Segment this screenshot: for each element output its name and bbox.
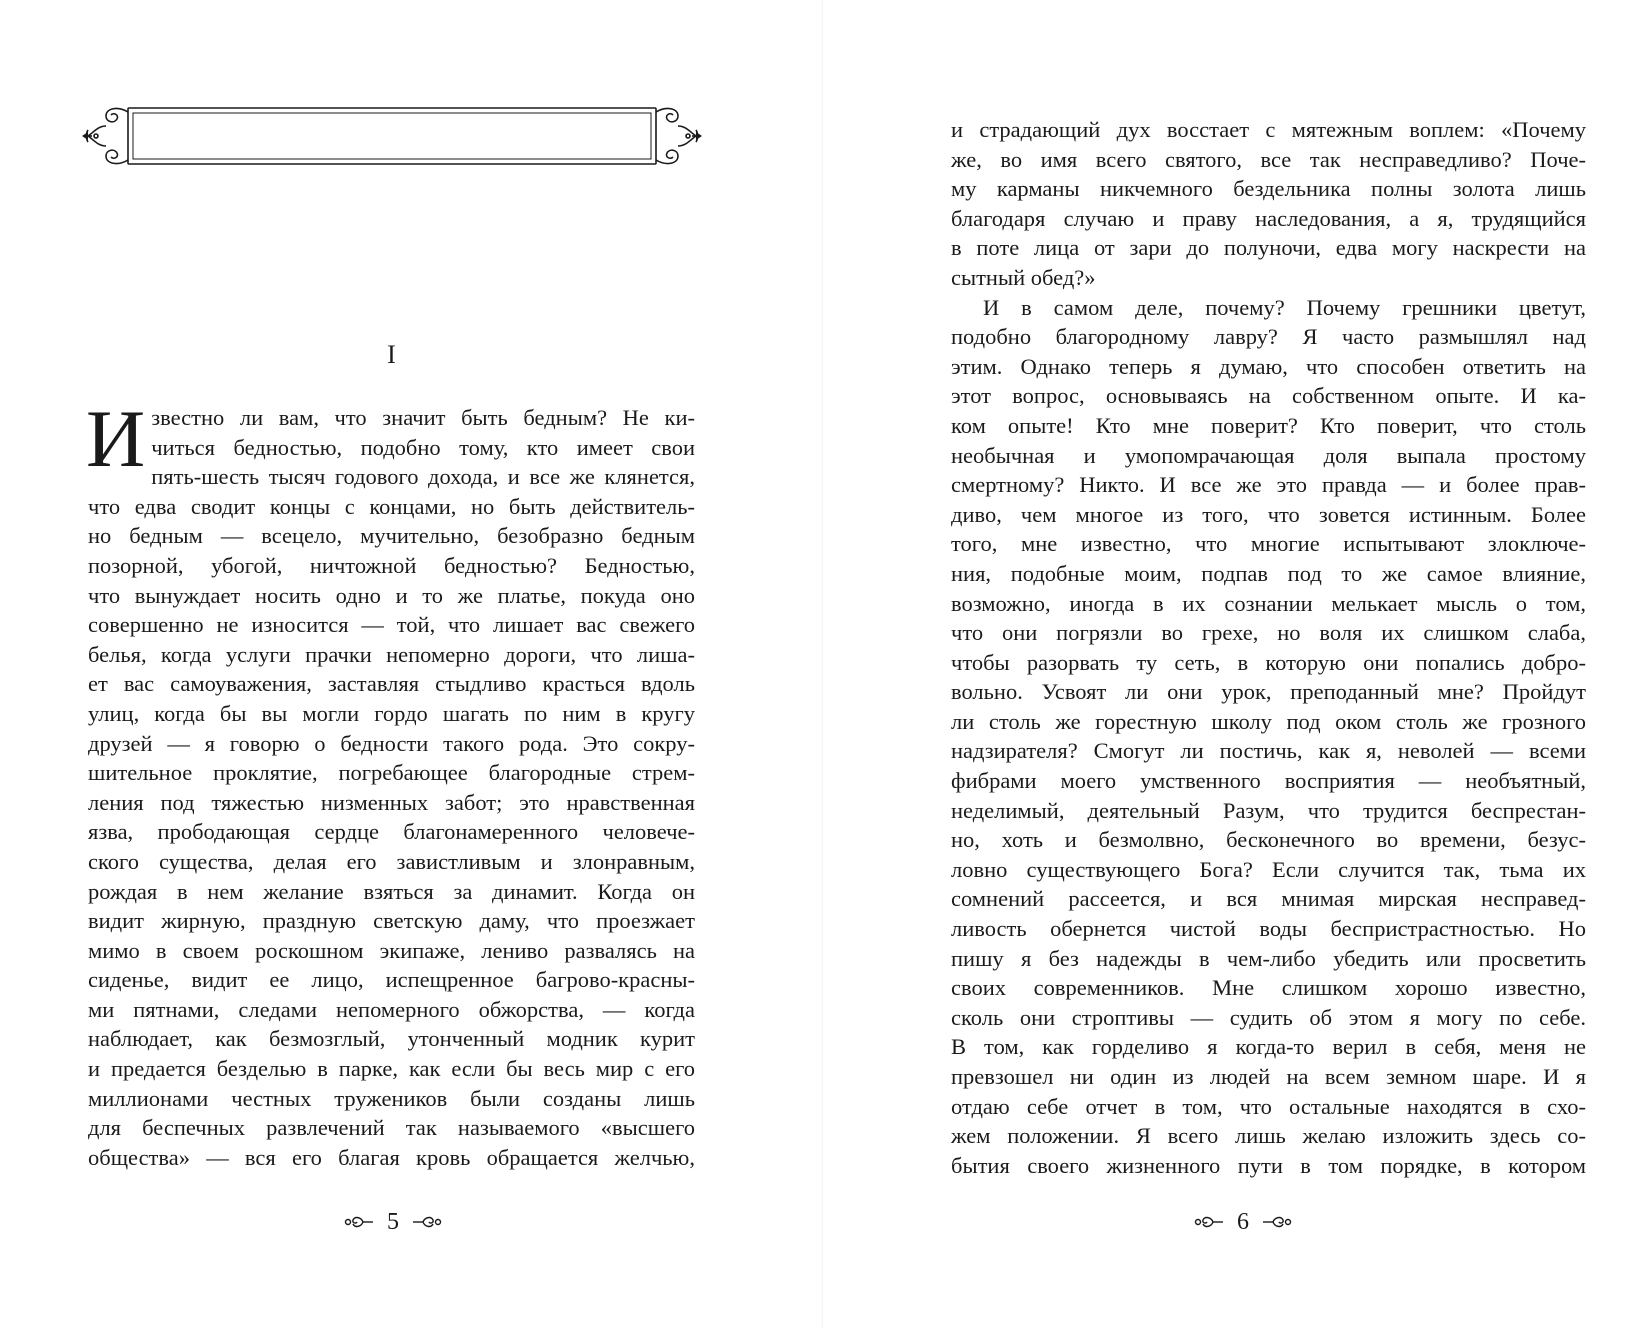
text-line: ления под тяжестью низменных забот; это нравственная [88, 789, 695, 815]
text-line: му карманы никчемного бездельника полны золота лишь [951, 176, 1586, 202]
text-line: жем положении. Я всего лишь желаю изложить здесь со- [951, 1123, 1586, 1149]
text-line: для беспечных развлечений так называемого «высшего [88, 1115, 695, 1141]
drop-cap: И [86, 393, 146, 484]
text-line: же, во имя всего святого, все так несправедливо? Поче- [951, 146, 1586, 172]
text-line: ливость обернется чистой воды беспристрастностью. Но [951, 916, 1586, 942]
text-line: сомнений рассеется, и вся мнимая мирская несправед- [951, 886, 1586, 912]
text-line: ком опыте! Кто мне поверит? Кто поверит, что столь [951, 412, 1586, 438]
text-line: мимо в своем роскошном экипаже, лениво развалясь на [88, 937, 695, 963]
text-line: неделимый, деятельный Разум, что трудится беспрестан- [951, 797, 1586, 823]
text-line: подобно благородному лавру? Я часто размышлял над [951, 324, 1586, 350]
text-line: этим. Однако теперь я думаю, что способен ответить на [951, 353, 1586, 379]
text-line: что едва сводит концы с концами, но быть действитель- [88, 493, 695, 519]
text-line: И в самом деле, почему? Почему грешники цветут, [983, 294, 1586, 320]
page-number-left [293, 1207, 493, 1237]
text-line: вольно. Усвоят ли они урок, преподанный мне? Пройдут [951, 679, 1586, 705]
chapter-number: I [387, 340, 396, 369]
text-line: бытия своего жизненного пути в том порядке, в котором [951, 1152, 1586, 1178]
text-line: что вынуждает носить одно и то же платье, покуда оно [88, 582, 695, 608]
text-line: общества» — вся его благая кровь обращается желчью, [88, 1144, 695, 1170]
left-page-text [86, 393, 695, 1172]
flourish-right-icon [1261, 1213, 1293, 1231]
text-line: ского существа, делая его завистливым и злонравным, [88, 848, 695, 874]
text-line: сколь они строптивы — судить об этом я могу по себе. [951, 1004, 1586, 1030]
text-line: шительное проклятие, погребающее благородные стрем- [88, 760, 695, 786]
text-line: возможно, иногда в их сознании мелькает мысль о том, [951, 590, 1586, 616]
page-number-right [1143, 1207, 1343, 1237]
text-line: ми пятнами, следами непомерного обжорства, — когда [88, 996, 695, 1022]
flourish-left-icon [1193, 1213, 1225, 1231]
text-line: этот вопрос, основываясь на собственном опыте. И ка- [951, 383, 1586, 409]
text-line: сытный обед?» [951, 264, 1096, 290]
page-number: 6 [1237, 1208, 1249, 1235]
right-page [823, 0, 1647, 1328]
text-line: совершенно не износится — той, что лишает вас свежего [88, 612, 695, 638]
text-line: улиц, когда бы вы могли гордо шагать по ним в кругу [88, 700, 695, 726]
text-line: миллионами честных тружеников были созданы лишь [88, 1085, 695, 1111]
text-line: язва, прободающая сердце благонамеренного человече- [88, 819, 695, 845]
text-line: ловно существующего Бога? Если случится так, тьма их [951, 856, 1586, 882]
text-line: что они погрязли во грехе, но воля их слишком слаба, [951, 620, 1586, 646]
text-line: надзирателя? Смогут ли постичь, как я, неволей — всеми [951, 738, 1586, 764]
text-line: смертному? Никто. И все же это правда — и более прав- [951, 472, 1586, 498]
text-line: наблюдает, как безмозглый, утонченный модник курит [88, 1026, 695, 1052]
text-line: позорной, убогой, ничтожной бедностью? Бедностью, [88, 552, 695, 578]
text-line: чтобы разорвать ту сеть, в которую они попались добро- [951, 649, 1586, 675]
text-line: В том, как горделиво я когда-то верил в себя, меня не [951, 1034, 1586, 1060]
text-line: отдаю себе отчет в том, что остальные находятся в схо- [951, 1093, 1586, 1119]
text-line: ния, подобные моим, подпав под то же самое влияние, [951, 560, 1586, 586]
text-line: звестно ли вам, что значит быть бедным? Не ки- [151, 405, 695, 430]
text-line: белья, когда услуги прачки непомерно дороги, что лиша- [88, 641, 695, 667]
text-line: своих современников. Мне слишком хорошо известно, [951, 975, 1586, 1001]
text-line: пишу я без надежды в чем-либо убедить или просветить [951, 945, 1586, 971]
right-page-text [951, 115, 1586, 1180]
page-number: 5 [387, 1208, 399, 1235]
text-line: в поте лица от зари до полуночи, едва могу наскрести на [951, 235, 1586, 261]
text-line: рождая в нем желание взяться за динамит. Когда он [88, 878, 695, 904]
text-line: фибрами моего умственного восприятия — необъятный, [951, 768, 1586, 794]
text-line: необычная и умопомрачающая доля выпала простому [951, 442, 1586, 468]
ornamental-header-frame [82, 104, 702, 168]
text-line: и предается безделью в парке, как если бы весь мир с его [88, 1056, 695, 1082]
text-line: пять-шесть тысяч годового дохода, и все же клянется, [151, 464, 695, 490]
text-line: благодаря случаю и праву наследования, а я, трудящийся [951, 205, 1586, 231]
text-line: но бедным — всецело, мучительно, безобразно бедным [88, 523, 695, 549]
text-line: диво, чем многое из того, что зовется истинным. Более [951, 501, 1586, 527]
text-line: видит жирную, праздную светскую даму, что проезжает [88, 908, 695, 934]
text-line: но, хоть и безмолвно, бесконечного во времени, безус- [951, 827, 1586, 853]
text-line: читься бедностью, подобно тому, кто имеет свои [151, 434, 695, 460]
text-line: превзошел ни один из людей на всем земном шаре. И я [951, 1064, 1586, 1089]
text-line: друзей — я говорю о бедности такого рода. Это сокру- [88, 730, 695, 756]
flourish-left-icon [343, 1213, 375, 1231]
text-line: ли столь же горестную школу под оком столь же грозного [951, 708, 1586, 734]
text-line: сиденье, видит ее лицо, испещренное багрово-красны- [88, 967, 695, 993]
left-page [0, 0, 823, 1328]
text-line: и страдающий дух восстает с мятежным воплем: «Почему [951, 117, 1586, 142]
text-line: ет вас самоуважения, заставляя стыдливо красться вдоль [88, 671, 695, 697]
text-line: того, мне известно, что многие испытывают злоключе- [951, 531, 1586, 557]
flourish-right-icon [411, 1213, 443, 1231]
